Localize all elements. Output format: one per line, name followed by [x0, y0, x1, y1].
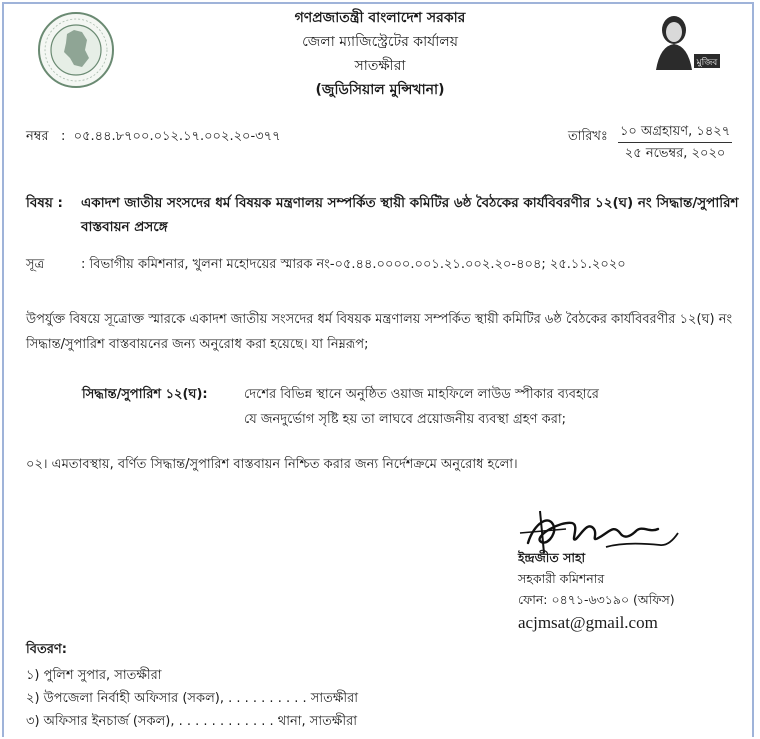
signer-email[interactable]: acjmsat@gmail.com — [518, 613, 658, 632]
ref-number: ০৫.৪৪.৮৭০০.০১২.১৭.০০২.২০-৩৭৭ — [73, 129, 281, 144]
source-text: : বিভাগীয় কমিশনার, খুলনা মহোদয়ের স্মারক নং-০৫.৪৪.০০০০.০০১.২১.০০২.২০-৪০৪; ২৫.১১.২০২০ — [81, 257, 626, 272]
memo-date — [618, 121, 732, 164]
subject-label: বিষয় : — [26, 195, 63, 211]
decision-line-2: যে জনদুর্ভোগ সৃষ্টি হয় তা লাঘবে প্রয়োজনীয় ব্যবস্থা গ্রহণ করা; — [244, 412, 566, 427]
date-english: ২৫ নভেম্বর, ২০২০ — [624, 146, 726, 161]
mujib-portrait-icon — [646, 10, 726, 76]
signer-phone: ফোন: ০৪৭১-৬৩১৯০ (অফিস) — [518, 592, 675, 607]
signer-designation: সহকারী কমিশনার — [518, 571, 605, 586]
header-line-section: (জুডিসিয়াল মুন্সিখানা) — [315, 82, 445, 98]
decision-text — [244, 382, 599, 432]
decision-line-1: দেশের বিভিন্ন স্থানে অনুষ্ঠিত ওয়াজ মাহফিলে লাউড স্পীকার ব্যবহারে — [244, 387, 599, 402]
subject-text: একাদশ জাতীয় সংসদের ধর্ম বিষয়ক মন্ত্রণালয় সম্পর্কিত স্থায়ী কমিটির ৬ষ্ঠ বৈঠকের কার্যবিবরণীর ১২(ঘ) নং সিদ্ধান্ত/সুপারিশ বাস্তবায়ন প্রসঙ্গে — [81, 195, 739, 235]
distribution-list — [26, 638, 358, 733]
decision-label: সিদ্ধান্ত/সুপারিশ ১২(ঘ): — [82, 387, 208, 402]
signature-block — [518, 547, 675, 636]
header-line-government: গণপ্রজাতন্ত্রী বাংলাদেশ সরকার — [294, 10, 466, 26]
distribution-item: ২) উপজেলা নির্বাহী অফিসার (সকল), . . . . . . . . . . সাতক্ষীরা — [26, 691, 359, 706]
signer-name: ইন্দ্রজীত সাহা — [518, 550, 586, 565]
ref-label: নম্বর — [26, 129, 49, 144]
date-label: তারিখঃ — [568, 129, 608, 144]
distribution-item: ১) পুলিশ সুপার, সাতক্ষীরা — [26, 668, 162, 683]
body-paragraph-1: উপর্যুক্ত বিষয়ে সূত্রোক্ত স্মারকে একাদশ জাতীয় সংসদের ধর্ম বিষয়ক মন্ত্রণালয় সম্পর্কিত স্থায়ী কমিটির ৬ষ্ঠ বৈঠকের কার্যবিবরণীর ১২(ঘ) নং সিদ্ধান্ত/সুপারিশ বাস্তবায়নের জন্য অনুরোধ করা হয়েছে। যা নিম্নরূপ; — [26, 312, 733, 352]
header-line-district: সাতক্ষীরা — [354, 58, 406, 74]
body-paragraph-2: ০২। এমতাবস্থায়, বর্ণিত সিদ্ধান্ত/সুপারিশ বাস্তবায়ন নিশ্চিত করার জন্য নির্দেশক্রমে অনুরোধ হলো। — [26, 457, 518, 472]
portrait-caption: মুজিব — [696, 58, 718, 68]
header-line-office: জেলা ম্যাজিস্ট্রেটের কার্যালয় — [302, 34, 458, 50]
date-bangla: ১০ অগ্রহায়ণ, ১৪২৭ — [618, 121, 732, 143]
source-reference — [26, 256, 626, 274]
distribution-item: ৩) অফিসার ইনচার্জ (সকল), . . . . . . . . . . . . থানা, সাতক্ষীরা — [26, 714, 358, 729]
memo-reference: নম্বর : ০৫.৪৪.৮৭০০.০১২.১৭.০০২.২০-৩৭৭ — [26, 129, 281, 144]
distribution-heading: বিতরণ: — [26, 642, 67, 657]
source-label: সূত্র — [26, 257, 45, 272]
